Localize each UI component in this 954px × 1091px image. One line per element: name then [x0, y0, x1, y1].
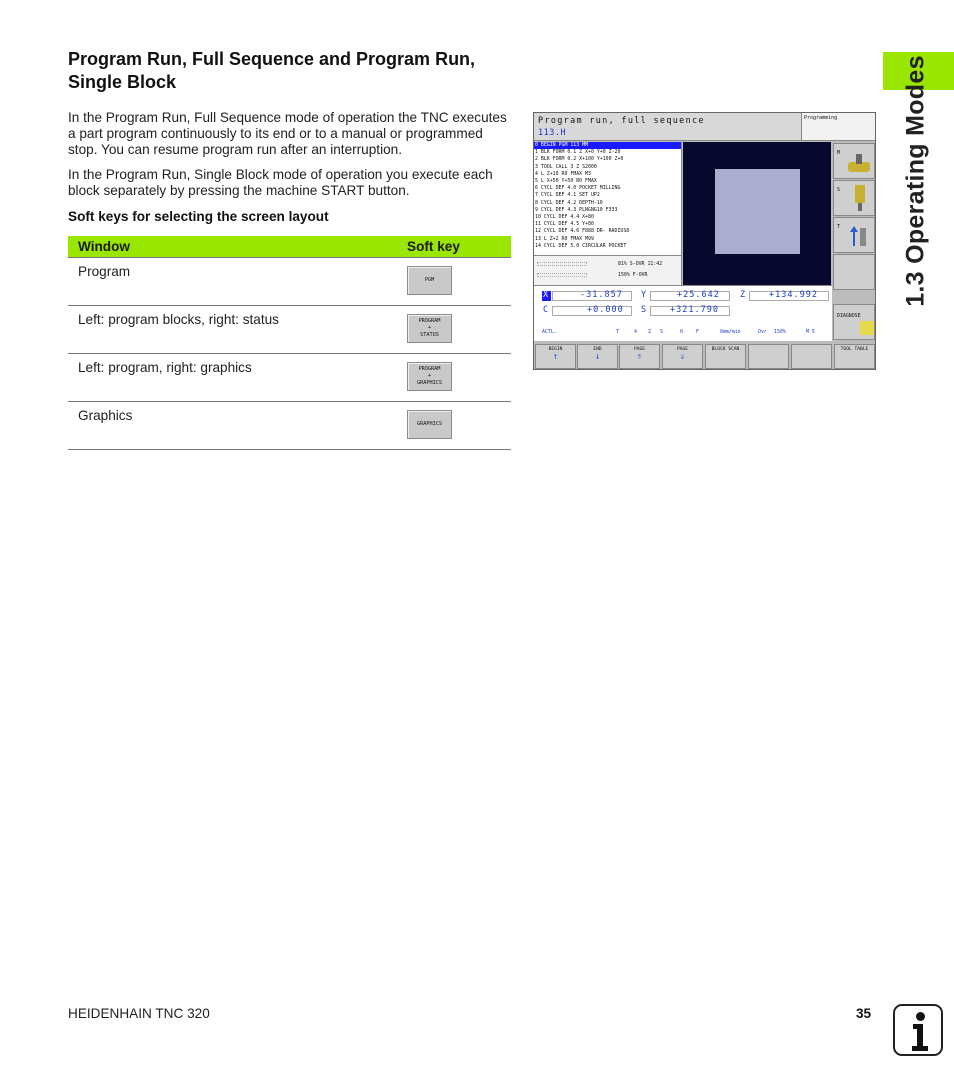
screen-layout-table — [68, 236, 511, 450]
page-down-icon: ⇓ — [679, 352, 686, 362]
info-dot — [916, 1012, 925, 1021]
softkey-tool-table[interactable]: TOOL TABLE — [834, 344, 875, 369]
axis-y-label: Y — [641, 290, 648, 300]
actl-label: ACTL. — [542, 329, 557, 335]
program-line: 14 CYCL DEF 5.0 CIRCULAR POCKET — [535, 242, 627, 249]
softkey-block-scan[interactable]: BLOCK SCAN — [705, 344, 746, 369]
program-line: 1 BLK FORM 0.1 Z X+0 Y+0 Z-20 — [535, 149, 621, 156]
program-line: 13 L Z+2 R0 FMAX M99 — [535, 235, 594, 242]
vertical-softkeys — [832, 142, 876, 341]
graphics-window — [683, 142, 831, 285]
table-row — [68, 306, 511, 354]
spindle-speed: 0 — [680, 329, 683, 335]
page-up-icon: ⇑ — [636, 352, 643, 362]
spindle-s-value: +321.790 — [670, 305, 719, 315]
table-header — [68, 236, 511, 258]
program-line: 9 CYCL DEF 4.3 PLNGNG10 F333 — [535, 206, 618, 213]
softkey-program-graphics[interactable]: PROGRAM + GRAPHICS — [407, 362, 452, 391]
feed-label: F — [696, 329, 699, 335]
softkey-s[interactable]: S — [833, 180, 875, 216]
tool-label: T — [616, 329, 619, 335]
program-line: 4 L Z+10 R0 FMAX M3 — [535, 170, 591, 177]
page-number: 35 — [856, 1006, 872, 1021]
row-window-label: Left: program, right: graphics — [78, 360, 252, 375]
spindle-override-text: 81% S-OVR 11:42 — [618, 261, 663, 267]
spindle-label: S — [660, 329, 663, 335]
section-heading: Program Run, Full Sequence and Program Run, Single Block — [68, 49, 476, 92]
softkey-begin[interactable]: BEGIN ↑ — [535, 344, 576, 369]
feed-override-text: 150% F-OVR — [618, 272, 648, 278]
diagnose-icon — [860, 321, 874, 335]
info-icon — [893, 1004, 943, 1056]
arrow-down-icon: ↓ — [594, 352, 601, 362]
program-line: 10 CYCL DEF 4.4 X+80 — [535, 214, 594, 221]
feed-value: 0mm/min — [720, 329, 741, 335]
override-status — [534, 255, 682, 285]
axis-c-value: +0.000 — [587, 305, 624, 315]
arrow-up-icon: ↑ — [552, 352, 559, 362]
softkey-diagnose[interactable]: DIAGNOSE — [833, 304, 875, 340]
softkey-pgm[interactable]: PGM — [407, 266, 452, 295]
header-softkey: Soft key — [407, 239, 460, 254]
program-line: 11 CYCL DEF 4.5 Y+80 — [535, 221, 594, 228]
m-function-value: M 5 — [806, 329, 815, 335]
m-function-icon — [844, 152, 874, 174]
screen-secondary-mode: Programming — [802, 113, 876, 141]
softkey-graphics[interactable]: GRAPHICS — [407, 410, 452, 439]
table-row — [68, 354, 511, 402]
softkey-empty-1[interactable] — [748, 344, 789, 369]
softkey-blank[interactable] — [833, 254, 875, 290]
softkey-end[interactable]: END ↓ — [577, 344, 618, 369]
softkey-empty-2[interactable] — [791, 344, 832, 369]
tool-axis: Z — [648, 329, 651, 335]
row-window-label: Left: program blocks, right: status — [78, 312, 279, 327]
softkey-m[interactable]: M — [833, 143, 875, 179]
axis-x-label: X — [543, 290, 550, 300]
axis-z-label: Z — [740, 290, 747, 300]
paragraph-full-sequence: In the Program Run, Full Sequence mode of operation the TNC executes a part program continuously to its end or to a manual or programmed stop. You can resume program run after an interruption. — [68, 110, 507, 157]
header-window: Window — [78, 239, 130, 254]
program-line: 7 CYCL DEF 4.1 SET UP2 — [535, 192, 600, 199]
chapter-label: 1.3 Operating Modes — [901, 55, 930, 307]
program-line: 0 BEGIN PGM 113 MM — [534, 142, 681, 149]
tnc-screen-screenshot — [533, 112, 876, 370]
axis-y-value: +25.642 — [677, 290, 720, 300]
info-stem — [911, 1024, 929, 1051]
program-line: 12 CYCL DEF 4.6 F888 DR- RADIUS8 — [535, 228, 630, 235]
softkey-page-up[interactable]: PAGE ⇑ — [619, 344, 660, 369]
program-line: 2 BLK FORM 0.2 X+100 Y+100 Z+0 — [535, 156, 624, 163]
program-line: 8 CYCL DEF 4.2 DEPTH-10 — [535, 199, 603, 206]
program-line: 5 L X+50 Y+50 R0 FMAX — [535, 178, 597, 185]
screen-title-bar — [534, 113, 802, 141]
feed-override-bar — [537, 273, 587, 277]
bottom-softkey-row — [534, 343, 876, 370]
axis-c-label: C — [543, 305, 550, 315]
tool-number: 4 — [634, 329, 637, 335]
spindle-override-bar — [537, 262, 587, 266]
screen-file-name: 113.H — [538, 128, 567, 138]
spindle-icon — [844, 185, 874, 213]
row-window-label: Graphics — [78, 408, 133, 423]
softkey-t[interactable]: T — [833, 217, 875, 253]
override-value: 150% — [774, 329, 786, 335]
spindle-s-label: S — [641, 305, 648, 315]
tool-icon — [844, 224, 874, 250]
override-label: Ovr — [758, 329, 767, 335]
program-listing — [534, 142, 682, 255]
table-row — [68, 258, 511, 306]
row-window-label: Program — [78, 264, 131, 279]
softkey-page-down[interactable]: PAGE ⇓ — [662, 344, 703, 369]
screen-mode-title: Program run, full sequence — [538, 116, 705, 126]
program-line: 6 CYCL DEF 4.0 POCKET MILLING — [535, 185, 621, 192]
axis-z-value: +134.992 — [769, 290, 818, 300]
position-display — [534, 285, 832, 341]
axis-x-value: -31.857 — [580, 290, 623, 300]
table-row — [68, 402, 511, 450]
softkey-program-status[interactable]: PROGRAM + STATUS — [407, 314, 452, 343]
paragraph-single-block: In the Program Run, Single Block mode of operation you execute each block separately by pressing the machine START button. — [68, 167, 493, 198]
footer-product: HEIDENHAIN TNC 320 — [68, 1006, 210, 1021]
workpiece-blank — [715, 169, 800, 254]
program-line: 3 TOOL CALL 3 Z S2000 — [535, 163, 597, 170]
softkeys-subheading: Soft keys for selecting the screen layout — [68, 209, 329, 224]
